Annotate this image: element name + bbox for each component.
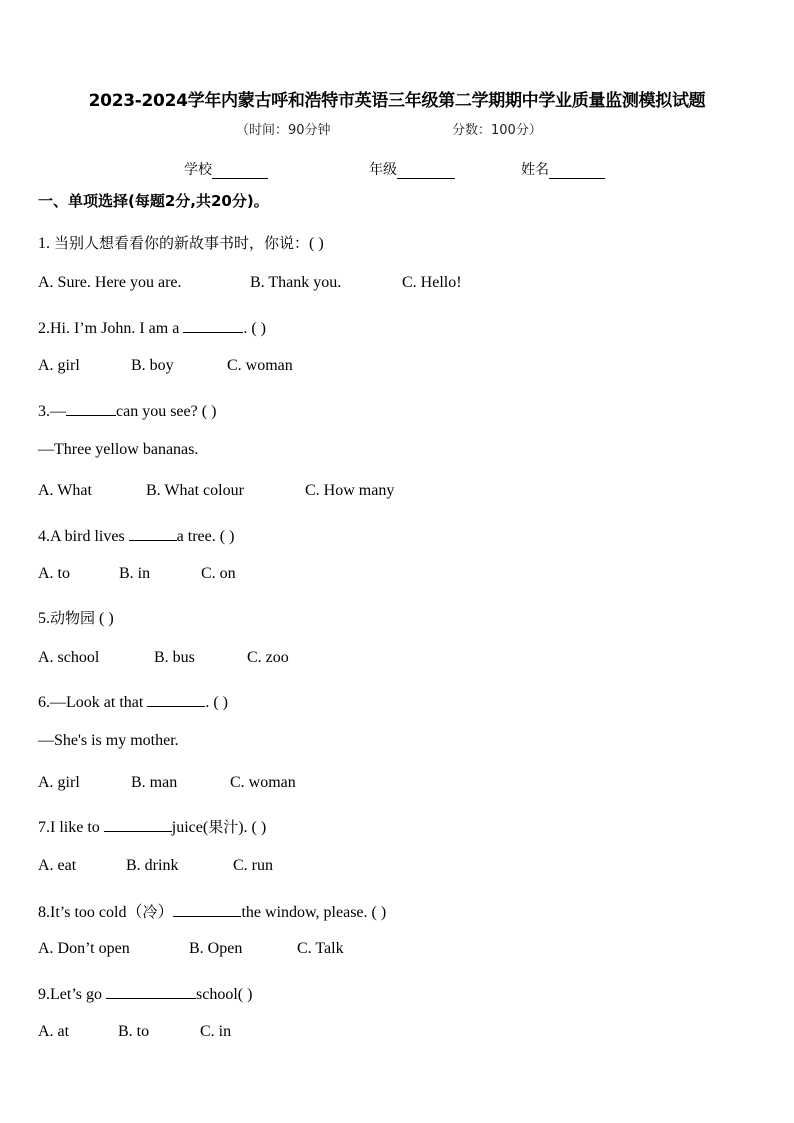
exam-score: 分数：100分）	[452, 123, 542, 138]
answer-blank[interactable]	[106, 982, 196, 999]
question-3-reply: —Three yellow bananas.	[38, 441, 199, 458]
option-b[interactable]: B. man	[131, 774, 178, 791]
option-a[interactable]: A. school	[38, 649, 100, 666]
answer-blank[interactable]	[147, 690, 205, 707]
question-9-options	[38, 1023, 758, 1045]
option-a[interactable]: A. Sure. Here you are.	[38, 274, 182, 291]
option-b[interactable]: B. Open	[189, 940, 243, 957]
question-9: 9.Let’s go school( )	[38, 982, 252, 1004]
option-b[interactable]: B. to	[118, 1023, 150, 1040]
question-3-options	[38, 482, 758, 504]
option-b[interactable]: B. in	[119, 565, 151, 582]
grade-blank[interactable]	[397, 164, 455, 179]
option-a[interactable]: A. at	[38, 1023, 70, 1040]
option-c[interactable]: C. Talk	[297, 940, 344, 957]
answer-blank[interactable]	[183, 316, 243, 333]
option-c[interactable]: C. run	[233, 857, 273, 874]
grade-field[interactable]	[369, 159, 455, 179]
option-c[interactable]: C. on	[201, 565, 236, 582]
option-b[interactable]: B. drink	[126, 857, 179, 874]
option-c[interactable]: C. Hello!	[402, 274, 462, 291]
option-a[interactable]: A. to	[38, 565, 70, 582]
question-8-options	[38, 940, 758, 962]
school-field[interactable]	[184, 159, 268, 179]
option-c[interactable]: C. How many	[305, 482, 395, 499]
question-1-options	[38, 274, 758, 296]
question-3: 3.— can you see? ( )	[38, 399, 216, 421]
question-4-options	[38, 565, 758, 587]
question-2: 2.Hi. I’m John. I am a . ( )	[38, 316, 266, 338]
option-a[interactable]: A. What	[38, 482, 92, 499]
question-5: 5.动物园 ( )	[38, 609, 114, 627]
option-c[interactable]: C. woman	[230, 774, 296, 791]
option-a[interactable]: A. eat	[38, 857, 77, 874]
name-label: 姓名	[521, 162, 549, 178]
option-a[interactable]: A. girl	[38, 357, 80, 374]
exam-title: 2023-2024学年内蒙古呼和浩特市英语三年级第二学期期中学业质量监测模拟试题	[88, 91, 706, 111]
answer-blank[interactable]	[129, 524, 177, 541]
question-1: 1. 当别人想看看你的新故事书时，你说：( )	[38, 234, 324, 252]
grade-label: 年级	[369, 162, 397, 178]
answer-blank[interactable]	[173, 900, 241, 917]
name-field[interactable]	[521, 159, 605, 179]
question-7-options	[38, 857, 758, 879]
question-8: 8.It’s too cold（冷） the window, please. ( )	[38, 899, 386, 922]
option-c[interactable]: C. woman	[227, 357, 293, 374]
question-2-options	[38, 357, 758, 379]
question-5-options	[38, 649, 758, 671]
answer-blank[interactable]	[104, 815, 172, 832]
name-blank[interactable]	[549, 164, 605, 179]
option-a[interactable]: A. Don’t open	[38, 940, 130, 957]
option-b[interactable]: B. boy	[131, 357, 174, 374]
option-c[interactable]: C. in	[200, 1023, 232, 1040]
answer-blank[interactable]	[66, 399, 116, 416]
question-6: 6.—Look at that . ( )	[38, 690, 228, 712]
option-b[interactable]: B. Thank you.	[250, 274, 342, 291]
section-title: 一、单项选择(每题2分,共20分)。	[38, 192, 269, 210]
exam-time: （时间：90分钟	[236, 123, 331, 138]
school-blank[interactable]	[212, 164, 268, 179]
question-7: 7.I like to juice(果汁). ( )	[38, 815, 266, 837]
school-label: 学校	[184, 162, 212, 178]
question-6-options	[38, 774, 758, 796]
option-b[interactable]: B. What colour	[146, 482, 244, 499]
option-c[interactable]: C. zoo	[247, 649, 289, 666]
option-a[interactable]: A. girl	[38, 774, 80, 791]
option-b[interactable]: B. bus	[154, 649, 195, 666]
question-6-reply: —She's is my mother.	[38, 732, 179, 749]
question-4: 4.A bird lives a tree. ( )	[38, 524, 234, 546]
